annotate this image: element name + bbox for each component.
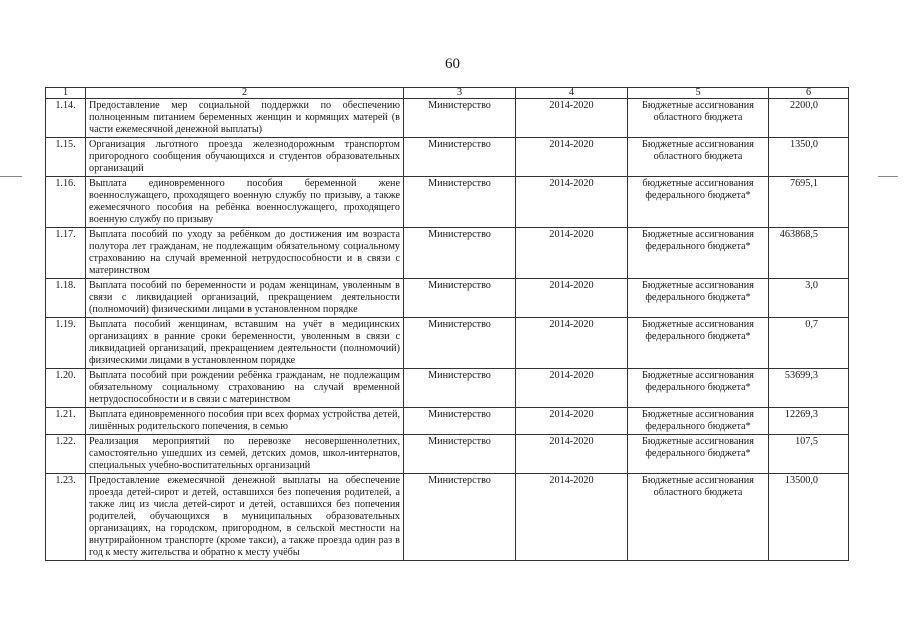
column-number-1: 1 [46,88,86,99]
executor-cell: Министерство [404,474,516,561]
table-row [46,408,849,435]
measure-description: Реализация мероприятий по перевозке несовершеннолетних, самостоятельно ушедших из семей, детских домов, школ-интернатов, специальных учебно-воспитательных организаций [86,435,404,474]
table-row [46,279,849,318]
row-number: 1.17. [46,228,86,279]
table-row [46,474,849,561]
period-cell: 2014-2020 [516,474,628,561]
executor-cell: Министерство [404,435,516,474]
row-number: 1.16. [46,177,86,228]
funding-source-cell: Бюджетные ассигнования областного бюджета [628,474,769,561]
amount-cell: 7695,1 [769,177,849,228]
table-row [46,177,849,228]
row-number: 1.19. [46,318,86,369]
column-number-5: 5 [628,88,769,99]
table-row [46,228,849,279]
period-cell: 2014-2020 [516,408,628,435]
period-cell: 2014-2020 [516,318,628,369]
funding-source-cell: Бюджетные ассигнования федерального бюджета* [628,408,769,435]
executor-cell: Министерство [404,369,516,408]
executor-cell: Министерство [404,138,516,177]
executor-cell: Министерство [404,408,516,435]
table-body [46,99,849,561]
amount-cell: 3,0 [769,279,849,318]
table-row [46,99,849,138]
column-number-6: 6 [769,88,849,99]
scan-mark-left [0,176,22,177]
period-cell: 2014-2020 [516,138,628,177]
amount-cell: 12269,3 [769,408,849,435]
row-number: 1.21. [46,408,86,435]
amount-cell: 1350,0 [769,138,849,177]
row-number: 1.23. [46,474,86,561]
period-cell: 2014-2020 [516,228,628,279]
column-number-3: 3 [404,88,516,99]
funding-source-cell: Бюджетные ассигнования федерального бюджета* [628,369,769,408]
table-row [46,369,849,408]
column-number-2: 2 [86,88,404,99]
funding-source-cell: Бюджетные ассигнования федерального бюджета* [628,318,769,369]
executor-cell: Министерство [404,177,516,228]
period-cell: 2014-2020 [516,279,628,318]
amount-cell: 2200,0 [769,99,849,138]
measure-description: Предоставление ежемесячной денежной выплаты на обеспечение проезда детей-сирот и детей, оставшихся без попечения родителей, а также лиц из числа детей-сирот и детей, оставшихся без попечения родителей, обучающихся в муниципальных образовательных организациях, на городском, пригородном, в сельской местности на внутрирайонном транспорте (кроме такси), а также проезда один раз в год к месту жительства и обратно к месту учёбы [86,474,404,561]
column-number-4: 4 [516,88,628,99]
table-row [46,138,849,177]
period-cell: 2014-2020 [516,177,628,228]
measure-description: Организация льготного проезда железнодорожным транспортом пригородного сообщения обучающихся и студентов образовательных организаций [86,138,404,177]
table-row [46,435,849,474]
row-number: 1.20. [46,369,86,408]
executor-cell: Министерство [404,99,516,138]
executor-cell: Министерство [404,279,516,318]
period-cell: 2014-2020 [516,99,628,138]
measure-description: Выплата пособий по беременности и родам женщинам, уволенным в связи с ликвидацией организаций, прекращением деятельности (полномочий) физическими лицами в установленном порядке [86,279,404,318]
row-number: 1.18. [46,279,86,318]
amount-cell: 107,5 [769,435,849,474]
period-cell: 2014-2020 [516,369,628,408]
amount-cell: 53699,3 [769,369,849,408]
table-row [46,318,849,369]
funding-source-cell: бюджетные ассигнования федерального бюджета* [628,177,769,228]
row-number: 1.15. [46,138,86,177]
measure-description: Выплата единовременного пособия при всех формах устройства детей, лишённых родительского попечения, в семью [86,408,404,435]
measure-description: Выплата пособий женщинам, вставшим на учёт в медицинских организациях в ранние сроки беременности, уволенным в связи с ликвидацией организаций, прекращением деятельности (полномочий) физическими лицами в установленном порядке [86,318,404,369]
executor-cell: Министерство [404,228,516,279]
executor-cell: Министерство [404,318,516,369]
budget-measures-table [45,87,849,561]
page-number: 60 [445,56,460,72]
measure-description: Выплата пособий по уходу за ребёнком до достижения им возраста полутора лет гражданам, не подлежащим обязательному социальному страхованию на случай временной нетрудоспособности и в связи с материнством [86,228,404,279]
measure-description: Выплата пособий при рождении ребёнка гражданам, не подлежащим обязательному социальному страхованию на случай временной нетрудоспособности и в связи с материнством [86,369,404,408]
funding-source-cell: Бюджетные ассигнования федерального бюджета* [628,435,769,474]
funding-source-cell: Бюджетные ассигнования областного бюджета [628,99,769,138]
funding-source-cell: Бюджетные ассигнования федерального бюджета* [628,228,769,279]
measure-description: Предоставление мер социальной поддержки по обеспечению полноценным питанием беременных женщин и кормящих матерей (в части ежемесячной денежной выплаты) [86,99,404,138]
row-number: 1.14. [46,99,86,138]
row-number: 1.22. [46,435,86,474]
scan-mark-right [878,176,898,177]
column-number-header-row [46,88,849,99]
funding-source-cell: Бюджетные ассигнования федерального бюджета* [628,279,769,318]
amount-cell: 13500,0 [769,474,849,561]
measure-description: Выплата единовременного пособия беременной жене военнослужащего, проходящего военную службу по призыву, а также ежемесячного пособия на ребёнка военнослужащего, проходящего военную службу по призыву [86,177,404,228]
amount-cell: 463868,5 [769,228,849,279]
funding-source-cell: Бюджетные ассигнования областного бюджета [628,138,769,177]
period-cell: 2014-2020 [516,435,628,474]
amount-cell: 0,7 [769,318,849,369]
